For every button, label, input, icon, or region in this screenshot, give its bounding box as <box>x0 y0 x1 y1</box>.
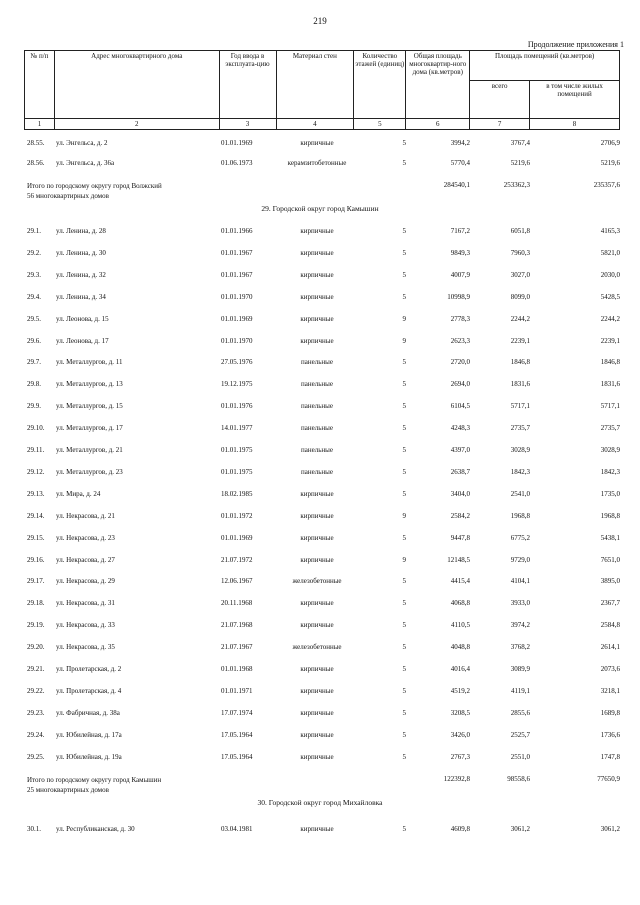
cell-liv: 2073,6 <box>600 665 620 673</box>
cell-addr: ул. Пролетарская, д. 4 <box>56 686 122 695</box>
cell-mat: кирпичные <box>300 248 334 257</box>
cell-mat: кирпичные <box>300 730 334 739</box>
cell-mat: керамзитобетонные <box>287 159 347 167</box>
cell-tot: 7167,2 <box>450 227 470 235</box>
cell-liv: 1968,8 <box>600 511 620 520</box>
cell-num: 29.5. <box>27 314 41 323</box>
cell-all: 3027,0 <box>510 270 530 279</box>
cell-addr: ул. Энгельса, д. 2 <box>56 139 108 147</box>
cell-mat: кирпичные <box>300 599 334 608</box>
header-living: в том числе жилых помещений <box>530 81 620 119</box>
cell-num: 29.6. <box>27 336 41 345</box>
cell-addr: ул. Фабричная, д. 38а <box>56 708 120 717</box>
cell-fl: 9 <box>402 314 406 323</box>
cell-tot: 10998,9 <box>447 292 470 301</box>
cell-tot: 4007,9 <box>450 270 470 279</box>
total-volzhsky-label <box>27 181 227 201</box>
cell-all: 5219,6 <box>510 159 530 167</box>
cell-mat: панельные <box>301 380 333 389</box>
cell-mat: железобетонные <box>292 577 342 586</box>
cell-fl: 5 <box>402 424 406 433</box>
cell-fl: 5 <box>402 489 406 498</box>
cell-addr: ул. Металлургов, д. 23 <box>56 467 123 476</box>
total-volzhsky-living: 235357,6 <box>593 181 620 189</box>
cell-liv: 1831,6 <box>600 380 620 389</box>
table-row <box>0 335 640 347</box>
cell-all: 1842,3 <box>510 467 530 476</box>
cell-all: 1831,6 <box>510 380 530 389</box>
cell-year: 01.01.1969 <box>221 314 253 323</box>
table-row <box>0 575 640 587</box>
total-volzhsky-line2: 56 многоквартирных домов <box>27 192 109 200</box>
header-total-area: Общая площадь многоквартир-ного дома (кв.метров) <box>406 51 470 119</box>
table-row <box>0 225 640 237</box>
table-row <box>0 378 640 390</box>
cell-num: 29.14. <box>27 511 45 520</box>
cell-mat: панельные <box>301 446 333 454</box>
cell-tot: 12148,5 <box>447 555 470 564</box>
cell-all: 3974,2 <box>510 621 530 630</box>
cell-addr: ул. Леонова, д. 15 <box>56 314 109 323</box>
cell-year: 01.01.1969 <box>221 533 253 542</box>
cell-num: 29.11. <box>27 446 45 454</box>
cell-liv: 2735,7 <box>600 424 620 433</box>
cell-addr: ул. Металлургов, д. 21 <box>56 446 123 454</box>
cell-year: 01.01.1975 <box>221 446 253 454</box>
cell-fl: 5 <box>402 380 406 389</box>
cell-mat: кирпичные <box>300 621 334 630</box>
cell-addr: ул. Металлургов, д. 17 <box>56 424 123 433</box>
cell-fl: 9 <box>402 555 406 564</box>
cell-num: 29.15. <box>27 533 45 542</box>
cell-num: 29.8. <box>27 380 41 389</box>
cell-tot: 4110,5 <box>451 621 470 630</box>
cell-year: 01.01.1976 <box>221 402 253 411</box>
cell-mat: кирпичные <box>300 314 334 323</box>
cell-liv: 3218,1 <box>600 686 620 695</box>
total-volzhsky-area: 284540,1 <box>443 181 470 189</box>
col-number: 7 <box>470 119 530 130</box>
table-row <box>0 137 640 149</box>
cell-num: 28.55. <box>27 139 45 147</box>
cell-num: 29.18. <box>27 599 45 608</box>
cell-fl: 5 <box>402 686 406 695</box>
cell-tot: 5770,4 <box>450 159 470 167</box>
cell-addr: ул. Республиканская, д. 30 <box>56 825 135 833</box>
cell-year: 01.01.1968 <box>221 665 253 673</box>
cell-mat: кирпичные <box>300 708 334 717</box>
cell-addr: ул. Ленина, д. 30 <box>56 248 106 257</box>
cell-all: 5717,1 <box>510 402 530 411</box>
cell-addr: ул. Некрасова, д. 29 <box>56 577 115 586</box>
cell-mat: кирпичные <box>300 511 334 520</box>
cell-num: 29.13. <box>27 489 45 498</box>
cell-fl: 5 <box>402 708 406 717</box>
table-row <box>0 554 640 566</box>
cell-addr: ул. Юбилейная, д. 17а <box>56 730 122 739</box>
cell-num: 29.4. <box>27 292 41 301</box>
cell-liv: 5219,6 <box>600 159 620 167</box>
cell-tot: 4068,8 <box>450 599 470 608</box>
cell-fl: 5 <box>402 402 406 411</box>
cell-mat: кирпичные <box>300 825 334 833</box>
cell-fl: 5 <box>402 358 406 367</box>
cell-tot: 3426,0 <box>450 730 470 739</box>
cell-all: 2244,2 <box>510 314 530 323</box>
cell-addr: ул. Некрасова, д. 35 <box>56 643 115 652</box>
cell-all: 4119,1 <box>511 686 530 695</box>
cell-fl: 5 <box>402 270 406 279</box>
cell-year: 01.01.1969 <box>221 139 253 147</box>
cell-tot: 3404,0 <box>450 489 470 498</box>
cell-mat: железобетонные <box>292 643 342 652</box>
cell-num: 29.23. <box>27 708 45 717</box>
cell-all: 2525,7 <box>510 730 530 739</box>
cell-fl: 5 <box>402 825 406 833</box>
total-kamyshin-line1: Итого по городскому округу город Камышин <box>27 776 162 784</box>
cell-all: 6051,8 <box>510 227 530 235</box>
cell-fl: 9 <box>402 336 406 345</box>
cell-num: 29.20. <box>27 643 45 652</box>
table-row <box>0 823 640 835</box>
cell-fl: 5 <box>402 248 406 257</box>
cell-year: 21.07.1972 <box>221 555 253 564</box>
cell-mat: кирпичные <box>300 336 334 345</box>
cell-all: 3089,9 <box>510 665 530 673</box>
cell-tot: 6104,5 <box>450 402 470 411</box>
cell-num: 29.7. <box>27 358 41 367</box>
cell-mat: кирпичные <box>300 686 334 695</box>
cell-liv: 7651,0 <box>600 555 620 564</box>
cell-liv: 5428,5 <box>600 292 620 301</box>
table-row <box>0 444 640 456</box>
cell-addr: ул. Некрасова, д. 33 <box>56 621 115 630</box>
header-num: № п/п <box>25 51 55 119</box>
cell-liv: 3895,0 <box>600 577 620 586</box>
page-number: 219 <box>313 16 327 26</box>
cell-num: 29.9. <box>27 402 41 411</box>
cell-fl: 5 <box>402 665 406 673</box>
table-row <box>0 751 640 763</box>
cell-num: 29.17. <box>27 577 45 586</box>
header-floors: Количество этажей (единиц) <box>354 51 406 119</box>
cell-mat: панельные <box>301 402 333 411</box>
table-row <box>0 356 640 368</box>
cell-all: 8099,0 <box>510 292 530 301</box>
cell-all: 2239,1 <box>510 336 530 345</box>
cell-liv: 4165,3 <box>600 227 620 235</box>
cell-year: 20.11.1968 <box>221 599 253 608</box>
cell-year: 01.01.1970 <box>221 292 253 301</box>
table-row <box>0 510 640 522</box>
cell-fl: 5 <box>402 139 406 147</box>
cell-liv: 1747,8 <box>600 752 620 761</box>
cell-year: 01.01.1975 <box>221 467 253 476</box>
cell-fl: 5 <box>402 599 406 608</box>
cell-mat: кирпичные <box>300 533 334 542</box>
table-row <box>0 641 640 653</box>
table-row <box>0 532 640 544</box>
cell-addr: ул. Мира, д. 24 <box>56 489 101 498</box>
col-number: 2 <box>54 119 219 130</box>
cell-fl: 5 <box>402 533 406 542</box>
cell-liv: 1842,3 <box>600 467 620 476</box>
cell-tot: 9447,8 <box>450 533 470 542</box>
table-row <box>0 707 640 719</box>
table-row <box>0 663 640 675</box>
cell-tot: 4609,8 <box>450 825 470 833</box>
table-row <box>0 729 640 741</box>
cell-num: 29.3. <box>27 270 41 279</box>
cell-tot: 2694,0 <box>450 380 470 389</box>
cell-addr: ул. Ленина, д. 28 <box>56 227 106 235</box>
cell-fl: 5 <box>402 621 406 630</box>
cell-year: 12.06.1967 <box>221 577 253 586</box>
col-number: 5 <box>354 119 406 130</box>
total-volzhsky-all: 253362,3 <box>503 181 530 189</box>
cell-num: 29.22. <box>27 686 45 695</box>
total-volzhsky-line1: Итого по городскому округу город Волжский <box>27 182 162 190</box>
cell-year: 01.01.1970 <box>221 336 253 345</box>
cell-liv: 2367,7 <box>600 599 620 608</box>
cell-year: 17.05.1964 <box>221 752 253 761</box>
cell-all: 3767,4 <box>510 139 530 147</box>
cell-tot: 3208,5 <box>450 708 470 717</box>
cell-fl: 5 <box>402 730 406 739</box>
cell-tot: 3994,2 <box>450 139 470 147</box>
cell-fl: 5 <box>402 446 406 454</box>
col-number: 3 <box>219 119 276 130</box>
cell-addr: ул. Некрасова, д. 27 <box>56 555 115 564</box>
cell-liv: 2244,2 <box>600 314 620 323</box>
cell-mat: кирпичные <box>300 270 334 279</box>
cell-year: 19.12.1975 <box>221 380 253 389</box>
cell-num: 29.21. <box>27 665 45 673</box>
cell-mat: кирпичные <box>300 227 334 235</box>
cell-addr: ул. Металлургов, д. 15 <box>56 402 123 411</box>
total-kamyshin-area: 122392,8 <box>443 775 470 783</box>
cell-year: 18.02.1985 <box>221 489 253 498</box>
cell-mat: кирпичные <box>300 292 334 301</box>
cell-year: 27.05.1976 <box>221 358 253 367</box>
cell-addr: ул. Ленина, д. 32 <box>56 270 106 279</box>
total-kamyshin-living: 77650,9 <box>597 775 620 783</box>
header-material: Материал стен <box>276 51 354 119</box>
cell-mat: панельные <box>301 424 333 433</box>
cell-fl: 5 <box>402 467 406 476</box>
cell-num: 29.24. <box>27 730 45 739</box>
cell-addr: ул. Некрасова, д. 21 <box>56 511 115 520</box>
table-row <box>0 313 640 325</box>
total-kamyshin-line2: 25 многоквартирных домов <box>27 786 109 794</box>
header-premises-area: Площадь помещений (кв.метров) <box>470 51 620 81</box>
header-address: Адрес многоквартирного дома <box>54 51 219 119</box>
total-kamyshin-label <box>27 775 227 795</box>
cell-tot: 9849,3 <box>450 248 470 257</box>
cell-addr: ул. Металлургов, д. 13 <box>56 380 123 389</box>
cell-tot: 4248,3 <box>450 424 470 433</box>
cell-year: 17.05.1964 <box>221 730 253 739</box>
cell-tot: 4048,8 <box>450 643 470 652</box>
cell-all: 1968,8 <box>510 511 530 520</box>
cell-all: 2735,7 <box>510 424 530 433</box>
cell-fl: 9 <box>402 511 406 520</box>
cell-addr: ул. Леонова, д. 17 <box>56 336 109 345</box>
total-kamyshin-all: 98558,6 <box>507 775 530 783</box>
cell-tot: 4415,4 <box>450 577 470 586</box>
cell-liv: 1736,6 <box>600 730 620 739</box>
cell-addr: ул. Некрасова, д. 31 <box>56 599 115 608</box>
cell-all: 3061,2 <box>510 825 530 833</box>
cell-year: 21.07.1968 <box>221 621 253 630</box>
cell-liv: 1846,8 <box>600 358 620 367</box>
cell-mat: кирпичные <box>300 139 334 147</box>
cell-all: 1846,8 <box>510 358 530 367</box>
cell-mat: кирпичные <box>300 489 334 498</box>
cell-fl: 5 <box>402 159 406 167</box>
cell-fl: 5 <box>402 752 406 761</box>
cell-num: 29.12. <box>27 467 45 476</box>
table-row <box>0 488 640 500</box>
cell-liv: 5717,1 <box>600 402 620 411</box>
cell-liv: 5821,0 <box>600 248 620 257</box>
cell-year: 01.01.1966 <box>221 227 253 235</box>
cell-tot: 2584,2 <box>450 511 470 520</box>
table-row <box>0 247 640 259</box>
cell-all: 7960,3 <box>510 248 530 257</box>
col-number: 8 <box>530 119 620 130</box>
cell-liv: 3028,9 <box>600 446 620 454</box>
cell-year: 17.07.1974 <box>221 708 253 717</box>
district-heading-kamyshin: 29. Городской округ город Камышин <box>261 204 379 213</box>
cell-year: 01.01.1967 <box>221 270 253 279</box>
col-number: 4 <box>276 119 354 130</box>
cell-all: 9729,0 <box>510 555 530 564</box>
col-number: 1 <box>25 119 55 130</box>
cell-addr: ул. Пролетарская, д. 2 <box>56 665 122 673</box>
cell-year: 01.01.1967 <box>221 248 253 257</box>
cell-all: 2855,6 <box>510 708 530 717</box>
cell-fl: 5 <box>402 227 406 235</box>
cell-num: 29.25. <box>27 752 45 761</box>
table-row <box>0 685 640 697</box>
cell-tot: 2778,3 <box>450 314 470 323</box>
cell-all: 2551,0 <box>510 752 530 761</box>
cell-mat: кирпичные <box>300 665 334 673</box>
table-row <box>0 291 640 303</box>
cell-num: 29.1. <box>27 227 41 235</box>
cell-liv: 1689,8 <box>600 708 620 717</box>
cell-liv: 5438,1 <box>600 533 620 542</box>
cell-all: 3028,9 <box>510 446 530 454</box>
cell-tot: 2767,3 <box>450 752 470 761</box>
cell-liv: 2614,1 <box>600 643 620 652</box>
cell-year: 01.01.1972 <box>221 511 253 520</box>
cell-fl: 5 <box>402 643 406 652</box>
cell-tot: 4519,2 <box>450 686 470 695</box>
cell-liv: 2706,9 <box>600 139 620 147</box>
table-row <box>0 466 640 478</box>
col-number: 6 <box>406 119 470 130</box>
cell-num: 29.2. <box>27 248 41 257</box>
cell-year: 03.04.1981 <box>221 825 253 833</box>
table-row <box>0 422 640 434</box>
cell-num: 29.16. <box>27 555 45 564</box>
cell-tot: 2638,7 <box>450 467 470 476</box>
cell-mat: кирпичные <box>300 752 334 761</box>
cell-liv: 2239,1 <box>600 336 620 345</box>
cell-num: 29.10. <box>27 424 45 433</box>
cell-num: 28.56. <box>27 159 45 167</box>
cell-all: 6775,2 <box>510 533 530 542</box>
cell-tot: 2720,0 <box>450 358 470 367</box>
cell-liv: 2030,0 <box>600 270 620 279</box>
cell-tot: 2623,3 <box>450 336 470 345</box>
cell-fl: 5 <box>402 577 406 586</box>
cell-all: 3768,2 <box>510 643 530 652</box>
cell-num: 30.1. <box>27 825 41 833</box>
table-row <box>0 157 640 169</box>
header-all: всего <box>470 81 530 119</box>
cell-liv: 1735,0 <box>600 489 620 498</box>
cell-addr: ул. Некрасова, д. 23 <box>56 533 115 542</box>
cell-year: 01.01.1971 <box>221 686 253 695</box>
cell-year: 21.07.1967 <box>221 643 253 652</box>
cell-all: 3933,0 <box>510 599 530 608</box>
cell-year: 14.01.1977 <box>221 424 253 433</box>
table-row <box>0 269 640 281</box>
table-row <box>0 619 640 631</box>
cell-tot: 4397,0 <box>450 446 470 454</box>
continuation-note: Продолжение приложения 1 <box>527 40 624 49</box>
header-year: Год ввода в эксплуата-цию <box>219 51 276 119</box>
cell-liv: 2584,8 <box>600 621 620 630</box>
cell-fl: 5 <box>402 292 406 301</box>
cell-addr: ул. Юбилейная, д. 19а <box>56 752 122 761</box>
table-row <box>0 400 640 412</box>
district-heading-mikhailovka: 30. Городской округ город Михайловка <box>257 798 383 807</box>
cell-addr: ул. Металлургов, д. 11 <box>56 358 123 367</box>
cell-all: 4104,1 <box>510 577 530 586</box>
cell-num: 29.19. <box>27 621 45 630</box>
cell-mat: панельные <box>301 358 333 367</box>
cell-addr: ул. Энгельса, д. 36а <box>56 159 115 167</box>
cell-addr: ул. Ленина, д. 34 <box>56 292 106 301</box>
cell-mat: кирпичные <box>300 555 334 564</box>
table-row <box>0 597 640 609</box>
cell-tot: 4016,4 <box>450 665 470 673</box>
cell-all: 2541,0 <box>510 489 530 498</box>
cell-liv: 3061,2 <box>600 825 620 833</box>
cell-year: 01.06.1973 <box>221 159 253 167</box>
cell-mat: панельные <box>301 467 333 476</box>
